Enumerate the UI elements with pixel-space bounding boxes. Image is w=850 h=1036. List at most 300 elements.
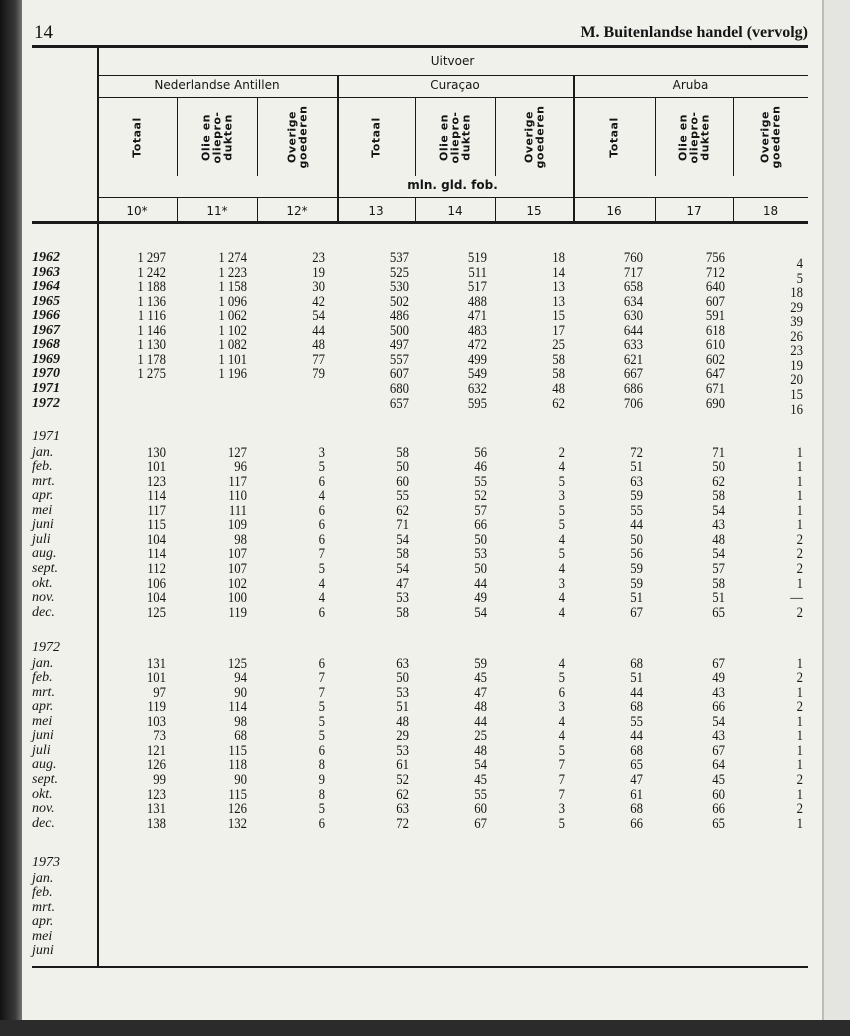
table-cell: 23 [312, 250, 325, 266]
table-cell: 537 [389, 250, 409, 266]
column-number: 14 [447, 204, 463, 218]
table-cell: 130 [146, 444, 166, 461]
table-cell: 4 [558, 713, 565, 730]
table-cell: 57 [712, 560, 725, 577]
table-cell: 25 [552, 337, 565, 354]
table-cell: 62 [712, 473, 725, 490]
table-cell: 54 [474, 757, 487, 774]
table-cell: 65 [712, 604, 725, 621]
table-cell: 2 [796, 604, 803, 621]
row-label: apr. [32, 488, 54, 504]
table-cell: 3 [318, 444, 325, 461]
table-cell: 104 [146, 531, 166, 548]
table-cell: 6 [558, 684, 565, 701]
table-cell: 1 136 [137, 293, 166, 310]
table-cell: 1 188 [137, 279, 166, 296]
table-cell: 50 [630, 531, 643, 548]
table-cell: 46 [474, 459, 487, 476]
table-cell: 1 274 [218, 250, 247, 266]
table-cell: 94 [234, 670, 247, 687]
table-cell: 39 [790, 314, 803, 331]
table-cell: 66 [712, 699, 725, 716]
table-cell: 502 [389, 293, 409, 310]
table-cell: 77 [312, 351, 325, 368]
column-header [257, 98, 337, 176]
table-cell: 1 146 [137, 322, 166, 339]
table-cell: 483 [467, 322, 487, 339]
row-label: mrt. [32, 899, 55, 915]
section-title: 1972 [32, 640, 60, 655]
table-cell: 6 [318, 502, 325, 519]
table-cell: 66 [630, 815, 643, 832]
table-cell: 114 [147, 488, 166, 505]
table-cell: 1 297 [137, 250, 166, 266]
table-cell: 5 [558, 473, 565, 490]
table-cell: 7 [318, 670, 325, 687]
table-cell: 51 [396, 699, 409, 716]
table-cell: 632 [467, 380, 487, 397]
table-cell: 760 [623, 250, 643, 266]
table-cell: 53 [396, 590, 409, 607]
table-cell: 117 [147, 502, 166, 519]
column-header-text: Totaal [369, 116, 383, 158]
table-cell: 61 [396, 757, 409, 774]
table-cell: 26 [790, 328, 803, 345]
table-cell: 5 [558, 517, 565, 534]
table-cell: 44 [474, 575, 487, 592]
column-number: 15 [526, 204, 542, 218]
table-cell: 706 [623, 395, 643, 412]
table-cell: 127 [227, 444, 247, 461]
table-cell: 59 [630, 560, 643, 577]
super-header: Uitvoer [430, 54, 475, 68]
table-cell: 19 [312, 264, 325, 281]
column-header [495, 98, 573, 176]
table-cell: 602 [705, 351, 725, 368]
table-cell: 2 [796, 560, 803, 577]
table-cell: 44 [630, 517, 643, 534]
top-rule [32, 45, 808, 48]
table-cell: 19 [790, 357, 803, 374]
table-cell: 607 [389, 366, 409, 383]
table-cell: 65 [630, 757, 643, 774]
row-label: apr. [32, 914, 54, 930]
table-cell: 1 [796, 742, 803, 759]
table-cell: 45 [474, 771, 487, 788]
table-cell: 5 [318, 560, 325, 577]
table-cell: 115 [228, 786, 247, 803]
table-cell: 525 [389, 264, 409, 281]
table-cell: 6 [318, 473, 325, 490]
table-cell: 3 [558, 699, 565, 716]
table-cell: 607 [705, 293, 725, 310]
table-cell: 549 [467, 366, 487, 383]
table-cell: 13 [552, 293, 565, 310]
table-cell: 5 [318, 459, 325, 476]
table-cell: 18 [790, 285, 803, 302]
table-cell: 123 [146, 473, 166, 490]
book-spine [0, 0, 22, 1036]
table-cell: 47 [630, 771, 643, 788]
table-cell: 658 [623, 279, 643, 296]
table-cell: 1 158 [218, 279, 247, 296]
table-cell: 45 [474, 670, 487, 687]
column-number: 13 [368, 204, 384, 218]
table-cell: 115 [228, 742, 247, 759]
table-cell: 557 [389, 351, 409, 368]
table-cell: 16 [790, 401, 803, 418]
table-cell: 17 [552, 322, 565, 339]
table-cell: 48 [396, 713, 409, 730]
table-cell: 640 [705, 279, 725, 296]
column-number: 18 [762, 204, 779, 218]
table-cell: 58 [396, 444, 409, 461]
table-cell: 6 [318, 604, 325, 621]
table-cell: 42 [312, 293, 325, 310]
table-cell: 117 [228, 473, 247, 490]
table-cell: 2 [558, 444, 565, 461]
row-label: 1962 [32, 250, 60, 265]
group-header-curacao: Curaçao [430, 78, 480, 92]
table-cell: 97 [153, 684, 166, 701]
table-cell: 63 [630, 473, 643, 490]
column-header-text: Olie en oliepro- dukten [199, 111, 235, 163]
column-number: 11* [206, 204, 228, 218]
table-cell: 104 [146, 590, 166, 607]
table-cell: 5 [318, 699, 325, 716]
row-label: 1972 [32, 395, 60, 411]
table-cell: 58 [712, 575, 725, 592]
table-cell: 71 [396, 517, 409, 534]
row-label: jan. [32, 444, 54, 460]
header-bottom-rule [32, 221, 808, 224]
table-cell: 44 [312, 322, 325, 339]
table-cell: 54 [396, 531, 409, 548]
table-cell: 471 [467, 308, 487, 325]
unit-label: mln. gld. fob. [407, 178, 498, 192]
table-cell: 2 [796, 771, 803, 788]
table-cell: 1 082 [218, 337, 247, 354]
table-cell: 2 [796, 531, 803, 548]
table-cell: 48 [712, 531, 725, 548]
table-cell: 497 [389, 337, 409, 354]
table-cell: 488 [467, 293, 487, 310]
table-cell: 712 [705, 264, 725, 281]
table-cell: 5 [558, 546, 565, 563]
row-label: juli [32, 531, 51, 547]
table-cell: 73 [153, 728, 166, 745]
table-cell: 4 [318, 575, 325, 592]
table-cell: 13 [552, 279, 565, 296]
table-cell: 62 [396, 502, 409, 519]
table-cell: 1 [796, 757, 803, 774]
row-label: 1963 [32, 264, 60, 280]
table-cell: 1 196 [218, 366, 247, 383]
row-label: 1967 [32, 322, 60, 338]
rule [97, 75, 808, 76]
table-cell: 112 [147, 560, 166, 577]
row-label: feb. [32, 670, 53, 686]
table-cell: 72 [396, 815, 409, 832]
column-number: 17 [686, 204, 702, 218]
table-cell: 1 [796, 517, 803, 534]
table-cell: 1 102 [218, 322, 247, 339]
table-cell: 20 [790, 372, 803, 389]
table-cell: 1 [796, 655, 803, 672]
table-cell: 125 [227, 655, 247, 672]
table-cell: 3 [558, 575, 565, 592]
table-cell: 54 [312, 308, 325, 325]
table-cell: 115 [147, 517, 166, 534]
row-label: 1971 [32, 380, 60, 396]
table-cell: 486 [389, 308, 409, 325]
table-cell: 68 [234, 728, 247, 745]
table-cell: 59 [630, 488, 643, 505]
table-cell: 519 [467, 250, 487, 266]
row-label: mrt. [32, 473, 55, 489]
table-cell: 67 [712, 655, 725, 672]
row-label: 1966 [32, 308, 60, 324]
column-header-text: Overige goederen [284, 105, 309, 169]
table-cell: 633 [623, 337, 643, 354]
column-header [177, 98, 257, 176]
table-cell: 53 [396, 742, 409, 759]
table-cell: 6 [318, 742, 325, 759]
table-cell: 68 [630, 742, 643, 759]
table-cell: 106 [146, 575, 166, 592]
table-cell: 55 [396, 488, 409, 505]
table-cell: 71 [712, 444, 725, 461]
table-cell: 54 [712, 713, 725, 730]
table-cell: 101 [146, 459, 166, 476]
table-cell: 63 [396, 801, 409, 818]
table-cell: 472 [467, 337, 487, 354]
table-cell: 126 [227, 801, 247, 818]
table-cell: 530 [389, 279, 409, 296]
table-cell: 4 [558, 728, 565, 745]
table-cell: 4 [318, 488, 325, 505]
table-cell: 634 [623, 293, 643, 310]
table-cell: 686 [623, 380, 643, 397]
table-cell: 2 [796, 699, 803, 716]
table-cell: 56 [474, 444, 487, 461]
table-cell: 4 [558, 560, 565, 577]
table-cell: 1 [796, 459, 803, 476]
table-cell: 65 [712, 815, 725, 832]
table-cell: 54 [712, 546, 725, 563]
table-cell: 44 [474, 713, 487, 730]
table-cell: 25 [474, 728, 487, 745]
table-cell: 90 [234, 684, 247, 701]
table-cell: 123 [146, 786, 166, 803]
row-label: mei [32, 713, 53, 729]
table-cell: 58 [552, 351, 565, 368]
column-header-text: Overige goederen [758, 105, 783, 169]
column-header-text: Totaal [130, 116, 144, 158]
table-cell: 67 [630, 604, 643, 621]
row-label: nov. [32, 801, 55, 817]
table-cell: 102 [227, 575, 247, 592]
table-cell: 644 [623, 322, 643, 339]
table-cell: 671 [705, 380, 725, 397]
table-cell: 118 [228, 757, 247, 774]
group-header-aruba: Aruba [672, 78, 709, 92]
table-cell: 6 [318, 531, 325, 548]
table-cell: 63 [396, 655, 409, 672]
table-cell: 66 [712, 801, 725, 818]
table-cell: 1 [796, 473, 803, 490]
row-label: dec. [32, 604, 55, 620]
row-label: jan. [32, 655, 54, 671]
column-header [97, 98, 177, 176]
table-cell: 511 [468, 264, 487, 281]
row-label: aug. [32, 757, 57, 773]
table-cell: 58 [552, 366, 565, 383]
column-number: 12* [286, 204, 308, 218]
table-cell: 109 [227, 517, 247, 534]
table-cell: 610 [705, 337, 725, 354]
column-header [655, 98, 733, 176]
table-cell: 4 [558, 590, 565, 607]
table-cell: 1 [796, 713, 803, 730]
page-number: 14 [34, 22, 53, 43]
table-cell: 7 [318, 546, 325, 563]
row-label: feb. [32, 459, 53, 475]
row-label: 1968 [32, 337, 60, 353]
table-cell: 99 [153, 771, 166, 788]
table-cell: 5 [796, 270, 803, 287]
table-cell: 43 [712, 684, 725, 701]
table-cell: 756 [705, 250, 725, 266]
table-cell: 1 178 [137, 351, 166, 368]
table-cell: 50 [474, 560, 487, 577]
table-cell: 44 [630, 684, 643, 701]
table-cell: 1 [796, 575, 803, 592]
table-cell: 68 [630, 699, 643, 716]
table-cell: 47 [396, 575, 409, 592]
row-label: 1969 [32, 351, 60, 367]
table-cell: 1 062 [218, 308, 247, 325]
table-cell: 4 [796, 256, 803, 272]
table-cell: 4 [558, 531, 565, 548]
table-cell: — [790, 590, 803, 607]
table-cell: 48 [312, 337, 325, 354]
column-header [733, 98, 808, 176]
table-cell: 1 223 [218, 264, 247, 281]
table-cell: 126 [146, 757, 166, 774]
table-cell: 1 [796, 815, 803, 832]
table-cell: 138 [146, 815, 166, 832]
column-header [415, 98, 495, 176]
table-cell: 7 [558, 786, 565, 803]
row-label: apr. [32, 699, 54, 715]
table-cell: 107 [227, 560, 247, 577]
table-cell: 52 [396, 771, 409, 788]
group-header-nederlandse-antillen: Nederlandse Antillen [154, 78, 280, 92]
table-cell: 67 [474, 815, 487, 832]
table-cell: 657 [389, 395, 409, 412]
table-cell: 7 [558, 771, 565, 788]
table-cell: 690 [705, 395, 725, 412]
table-cell: 110 [228, 488, 247, 505]
column-header [337, 98, 415, 176]
table-cell: 3 [558, 801, 565, 818]
table-cell: 630 [623, 308, 643, 325]
table-cell: 5 [318, 713, 325, 730]
table-cell: 18 [552, 250, 565, 266]
row-label: 1970 [32, 366, 60, 382]
table-cell: 29 [396, 728, 409, 745]
table-cell: 119 [147, 699, 166, 716]
row-label: jan. [32, 870, 54, 886]
table-cell: 680 [389, 380, 409, 397]
table-cell: 53 [474, 546, 487, 563]
table-cell: 59 [474, 655, 487, 672]
page-title: M. Buitenlandse handel (vervolg) [580, 24, 808, 41]
row-label: nov. [32, 590, 55, 606]
table-cell: 5 [558, 502, 565, 519]
row-label: aug. [32, 546, 57, 562]
table-cell: 48 [474, 699, 487, 716]
column-number: 16 [606, 204, 622, 218]
table-cell: 125 [146, 604, 166, 621]
table-cell: 79 [312, 366, 325, 383]
table-cell: 3 [558, 488, 565, 505]
table-cell: 6 [318, 815, 325, 832]
table-cell: 44 [630, 728, 643, 745]
table-cell: 1 [796, 502, 803, 519]
table-cell: 72 [630, 444, 643, 461]
column-header-text: Totaal [607, 116, 621, 158]
table-cell: 58 [396, 546, 409, 563]
table-cell: 591 [705, 308, 725, 325]
table-cell: 45 [712, 771, 725, 788]
table-cell: 621 [623, 351, 643, 368]
table-cell: 53 [396, 684, 409, 701]
column-header [573, 98, 655, 176]
table-cell: 54 [396, 560, 409, 577]
row-label: mei [32, 928, 53, 944]
table-cell: 1 096 [218, 293, 247, 310]
table-cell: 131 [146, 801, 166, 818]
table-cell: 54 [712, 502, 725, 519]
table-cell: 4 [558, 655, 565, 672]
table-cell: 6 [318, 517, 325, 534]
column-header-text: Olie en oliepro- dukten [676, 111, 712, 163]
table-cell: 4 [558, 459, 565, 476]
table-cell: 64 [712, 757, 725, 774]
table-cell: 107 [227, 546, 247, 563]
table-cell: 111 [228, 502, 247, 519]
table-cell: 98 [234, 531, 247, 548]
table-cell: 5 [318, 728, 325, 745]
table-cell: 4 [318, 590, 325, 607]
column-header-text: Overige goederen [521, 105, 546, 169]
table-cell: 1 275 [137, 366, 166, 383]
table-cell: 15 [552, 308, 565, 325]
table-cell: 7 [558, 757, 565, 774]
table-cell: 48 [552, 380, 565, 397]
table-cell: 62 [396, 786, 409, 803]
table-cell: 7 [318, 684, 325, 701]
table-cell: 56 [630, 546, 643, 563]
table-cell: 618 [705, 322, 725, 339]
section-title: 1971 [32, 429, 60, 444]
row-label: feb. [32, 885, 53, 901]
table-cell: 2 [796, 801, 803, 818]
table-cell: 55 [630, 713, 643, 730]
table-cell: 43 [712, 517, 725, 534]
